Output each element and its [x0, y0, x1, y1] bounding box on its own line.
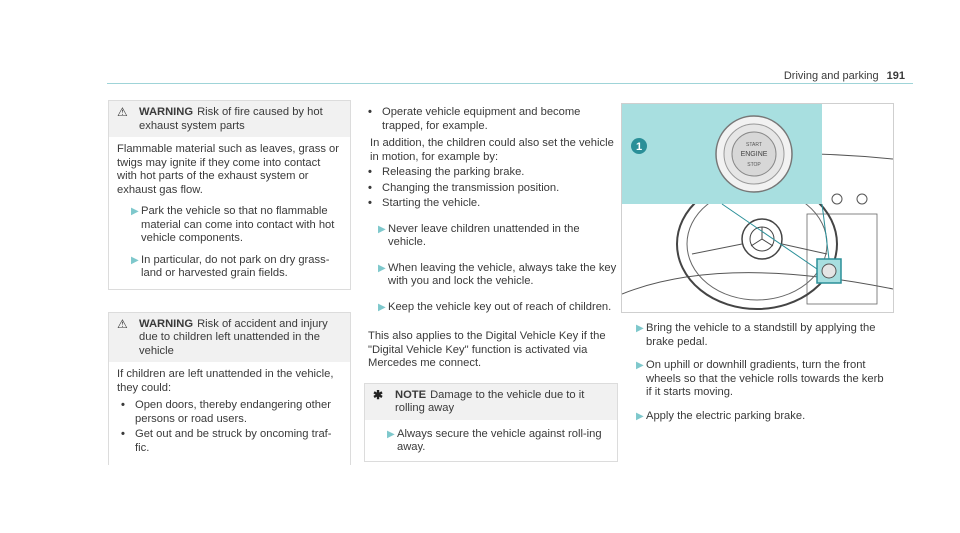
column-middle: [364, 100, 620, 462]
arrow-right-icon: ▶: [636, 323, 644, 334]
list-item: • Get out and be struck by oncoming traf-fic.: [121, 428, 332, 454]
list-item: • Open doors, thereby endangering other persons or road users.: [121, 399, 331, 425]
button-label-stop: STOP: [747, 162, 761, 168]
list-item: • Starting the vehicle.: [368, 197, 481, 209]
step-item: ▶ In particular, do not park on dry grass-land or harvested grain fields.: [117, 254, 342, 281]
step-item: ▶ Never leave children unattended in the vehicle.: [364, 223, 620, 250]
warning-heading: Risk of fire caused by hot exhaust system parts: [139, 106, 323, 132]
header-divider: [107, 83, 913, 84]
warning-title: WARNING: [139, 106, 194, 118]
button-label-engine: ENGINE: [740, 151, 768, 158]
warning-triangle-icon: ⚠: [117, 105, 128, 119]
arrow-right-icon: ▶: [378, 301, 386, 313]
step-item: ▶ Always secure the vehicle against roll-ing away.: [373, 428, 609, 455]
section-title: Driving and parking: [783, 70, 879, 82]
arrow-right-icon: ▶: [636, 410, 644, 422]
button-label-start: START: [746, 142, 762, 148]
warning-heading: Risk of accident and injury due to children left unattended in the vehicle: [139, 317, 328, 357]
arrow-right-icon: ▶: [387, 428, 395, 440]
step-item: ▶ Apply the electric parking brake.: [622, 410, 892, 424]
arrow-right-icon: ▶: [378, 262, 386, 274]
warning-body-2: In addition, the children could also set the vehicle in motion, for example by:: [370, 137, 614, 163]
step-item: ▶ Bring the vehicle to a standstill by applying the brake pedal.: [622, 322, 892, 349]
step-item: ▶ When leaving the vehicle, always take the key with you and lock the vehicle.: [364, 262, 620, 289]
page-number: 191: [886, 70, 905, 82]
column-left: [108, 100, 351, 465]
arrow-right-icon: ▶: [131, 254, 139, 266]
note-heading: Damage to the vehicle due to it rolling away: [395, 388, 585, 414]
page-header: [784, 70, 905, 82]
warning-title: WARNING: [139, 317, 194, 330]
warning-continuation: [364, 100, 620, 314]
step-item: ▶ On uphill or downhill gradients, turn the front wheels so that the vehicle rolls towards the kerb if it starts moving.: [622, 359, 892, 400]
step-item: ▶ Park the vehicle so that no flammable material can come into contact with hot vehicle components.: [117, 205, 342, 246]
list-item: • Changing the transmission position.: [368, 181, 560, 194]
step-item: ▶ Keep the vehicle key out of reach of children.: [364, 301, 620, 315]
callout-number: 1: [635, 141, 643, 153]
warning-body: Flammable material such as leaves, grass or twigs may ignite if they come into contact with hot parts of the exhaust system or exhaust gas flow.: [117, 143, 339, 196]
note-icon: ✱: [373, 387, 384, 402]
warning-triangle-icon: ⚠: [117, 316, 128, 331]
note-title: NOTE: [395, 388, 427, 401]
arrow-right-icon: ▶: [131, 206, 139, 217]
note-box: [364, 383, 618, 462]
warning-box-fire: [108, 100, 351, 290]
warning-body: If children are left unattended in the vehicle, they could:: [117, 368, 334, 394]
arrow-right-icon: ▶: [636, 360, 644, 371]
list-item: • Releasing the parking brake.: [368, 166, 525, 178]
list-item: • Operate vehicle equipment and become trapped, for example.: [368, 106, 581, 132]
bullet-list: [117, 399, 342, 455]
digital-key-text: This also applies to the Digital Vehicle Key if the "Digital Vehicle Key" function is activated via Mercedes me connect.: [368, 330, 606, 369]
column-right: [622, 322, 892, 423]
dashboard-illustration: [621, 103, 894, 313]
arrow-right-icon: ▶: [378, 223, 386, 235]
warning-box-children: [108, 312, 351, 466]
dashboard-drawing: [622, 104, 893, 312]
